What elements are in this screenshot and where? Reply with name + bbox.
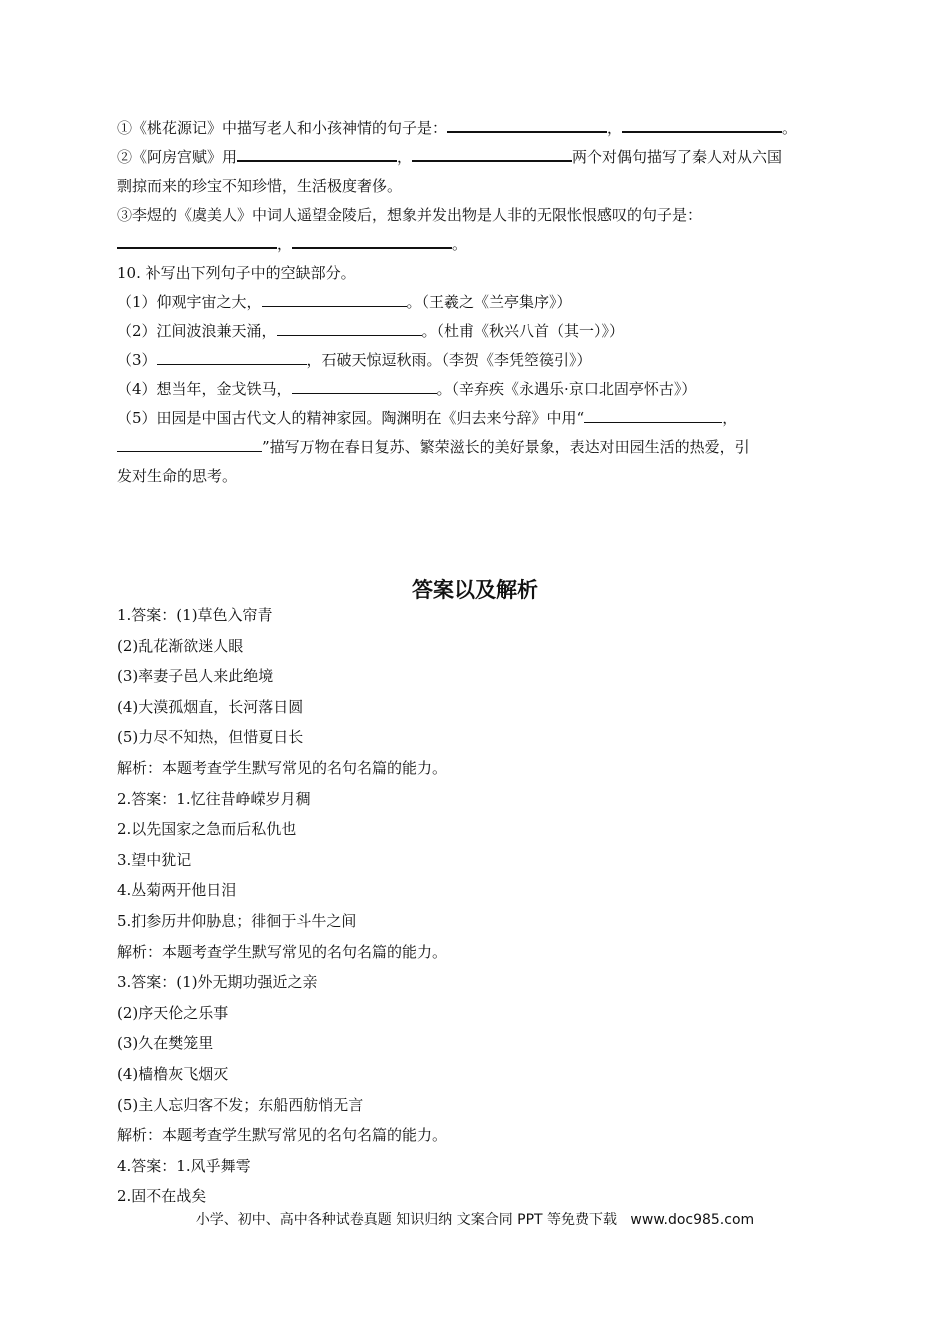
answer-blank[interactable] [157, 350, 307, 365]
q9-item1-end: 。 [782, 119, 798, 137]
q9-item2-prefix: ②《阿房宫赋》用 [117, 148, 238, 166]
q10-item2-suffix: 。（杜甫《秋兴八首（其一）》） [421, 322, 625, 340]
answer-blank[interactable] [237, 146, 397, 162]
q9-item3-text: ③李煜的《虞美人》中词人遥望金陵后，想象并发出物是人非的无限怅恨感叹的句子是： [117, 206, 703, 224]
q10-item2-prefix: （2）江间波浪兼天涌， [117, 322, 277, 340]
answer-blank[interactable] [262, 292, 407, 307]
answer-line: (2)乱花渐欲迷人眼 [117, 636, 244, 655]
q10-item5-line2 [117, 433, 833, 462]
q10-item5 [117, 404, 833, 433]
answer-line: 解析：本题考查学生默写常见的名句名篇的能力。 [117, 1126, 448, 1145]
q10-item2 [117, 317, 833, 346]
answer-line: 解析：本题考查学生默写常见的名句名篇的能力。 [117, 758, 448, 777]
q9-item2 [117, 143, 833, 172]
q9-item1-text: ①《桃花源记》中描写老人和小孩神情的句子是： [117, 119, 448, 137]
questions-section [117, 114, 833, 491]
q9-item1-sep: ， [607, 119, 623, 137]
q10-item3-prefix: （3） [117, 351, 157, 369]
answer-line: 4.丛菊两开他日泪 [117, 881, 237, 900]
q9-item2-continued [117, 172, 833, 201]
answer-line: 1.答案：(1)草色入帘青 [117, 606, 273, 624]
answer-line: 3.答案：(1)外无期功强近之亲 [117, 973, 318, 992]
answer-line: 解析：本题考查学生默写常见的名句名篇的能力。 [117, 942, 448, 961]
answers-heading: 答案以及解析 [412, 578, 538, 602]
q9-item3-end: 。 [452, 235, 468, 253]
q10-item1-prefix: （1）仰观宇宙之大， [117, 293, 262, 311]
answer-blank[interactable] [117, 437, 262, 452]
answer-blank[interactable] [447, 117, 607, 133]
q10-title-text: 10. 补写出下列句子中的空缺部分。 [117, 264, 356, 282]
q10-item5-cont: 发对生命的思考。 [117, 467, 238, 485]
q9-item1 [117, 114, 833, 143]
q9-item3 [117, 201, 833, 230]
q9-item3-sep: ， [277, 235, 293, 253]
q10-item4 [117, 375, 833, 404]
answer-line: 3.望中犹记 [117, 850, 192, 869]
answer-blank[interactable] [292, 233, 452, 249]
answer-line: 2.答案：1.忆往昔峥嵘岁月稠 [117, 789, 311, 808]
answer-blank[interactable] [292, 379, 437, 394]
footer-url[interactable]: www.doc985.com [630, 1212, 755, 1228]
q10-item4-suffix: 。（辛弃疾《永遇乐·京口北固亭怀古》） [436, 380, 697, 398]
q10-item1 [117, 288, 833, 317]
q10-item3 [117, 346, 833, 375]
answer-line: (3)久在樊笼里 [117, 1034, 214, 1053]
answer-line: (2)序天伦之乐事 [117, 1003, 229, 1022]
answer-line: (4)樯橹灰飞烟灭 [117, 1064, 229, 1083]
answer-line: 5.扪参历井仰胁息；徘徊于斗牛之间 [117, 911, 357, 930]
page-footer [0, 1208, 950, 1232]
q9-item3-blanks [117, 230, 833, 259]
answers-section [117, 600, 833, 1212]
q10-item1-suffix: 。（王羲之《兰亭集序》） [406, 293, 572, 311]
answer-line: 4.答案：1.风乎舞雩 [117, 1156, 251, 1175]
answer-line: 2.固不在战矣 [117, 1187, 207, 1206]
answer-line: (4)大漠孤烟直，长河落日圆 [117, 697, 304, 716]
answer-line: (3)率妻子邑人来此绝境 [117, 667, 274, 686]
q9-item2-suffix: 两个对偶句描写了秦人对从六国 [572, 148, 783, 166]
answer-line: 2.以先国家之急而后私仇也 [117, 820, 297, 839]
q10-title [117, 259, 833, 288]
q9-item2-sep: ， [397, 148, 413, 166]
footer-text: 小学、初中、高中各种试卷真题 知识归纳 文案合同 PPT 等免费下载 [195, 1212, 618, 1228]
q10-item4-prefix: （4）想当年，金戈铁马， [117, 380, 292, 398]
q10-item3-suffix: ，石破天惊逗秋雨。（李贺《李凭箜篌引》） [306, 351, 592, 369]
answer-blank[interactable] [117, 233, 277, 249]
q10-item5-sep: ， [722, 409, 738, 427]
answer-line: (5)力尽不知热，但惜夏日长 [117, 728, 304, 747]
answer-line: (5)主人忘归客不发；东船西舫悄无言 [117, 1095, 364, 1114]
q10-item5-prefix: （5）田园是中国古代文人的精神家园。陶渊明在《归去来兮辞》中用“ [117, 409, 585, 427]
answer-blank[interactable] [622, 117, 782, 133]
answer-blank[interactable] [412, 146, 572, 162]
q10-item5-suffix: ”描写万物在春日复苏、繁荣滋长的美好景象，表达对田园生活的热爱，引 [262, 438, 750, 456]
q9-item2-cont: 剽掠而来的珍宝不知珍惜，生活极度奢侈。 [117, 177, 403, 195]
answer-blank[interactable] [277, 321, 422, 336]
q10-item5-line3 [117, 462, 833, 491]
answer-blank[interactable] [584, 408, 722, 423]
